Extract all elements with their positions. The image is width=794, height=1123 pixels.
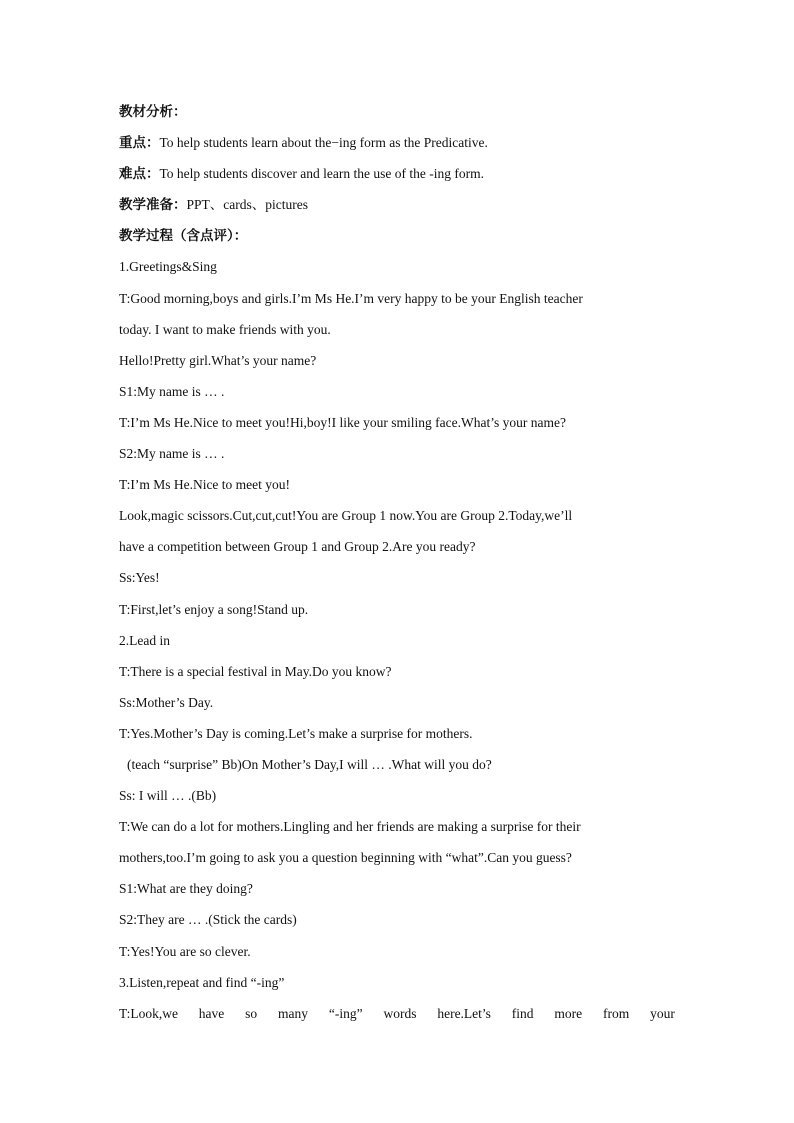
text-line: 3.Listen,repeat and find “-ing” [119,974,285,990]
text-line: Ss: I will … .(Bb) [119,788,217,804]
key-point-text: To help students learn about the−ing form as the Predicative. [159,135,488,151]
word: so [245,1005,258,1021]
text-line: T:I’m Ms He.Nice to meet you!Hi,boy!I like your smiling face.What’s your name? [119,414,566,430]
word: your [650,1005,675,1021]
text-line: S1:What are they doing? [119,881,253,897]
text-line: Hello!Pretty girl.What’s your name? [119,352,317,368]
preparation-label: 教学准备： [119,197,187,213]
text-line: Ss:Yes! [119,570,160,586]
text-line: T:We can do a lot for mothers.Lingling and her friends are making a surprise for their [119,819,581,835]
text-line: 2.Lead in [119,632,170,648]
text-line: today. I want to make friends with you. [119,321,331,337]
text-line: T:Good morning,boys and girls.I’m Ms He.I’m very happy to be your English teacher [119,290,583,306]
text-line: S2:They are … .(Stick the cards) [119,912,297,928]
text-line: T:There is a special festival in May.Do you know? [119,663,392,679]
preparation-line [119,189,675,220]
text-line: S1:My name is … . [119,383,225,399]
word: from [603,1005,630,1021]
justified-last-line [119,998,675,1029]
text-line: T:First,let’s enjoy a song!Stand up. [119,601,309,617]
difficult-point-line [119,158,675,189]
preparation-text: PPT、cards、pictures [186,197,308,213]
word: find [511,1005,534,1021]
text-line: T:Yes!You are so clever. [119,943,251,959]
word: “-ing” [328,1005,363,1021]
process-heading: 教学过程（含点评）： [119,228,248,244]
key-point-line [119,127,675,158]
text-line: (teach “surprise” Bb)On Mother’s Day,I will … .What will you do? [127,756,492,772]
text-line: have a competition between Group 1 and Group 2.Are you ready? [119,539,476,555]
key-point-label: 重点： [119,135,160,151]
word: here.Let’s [437,1005,491,1021]
text-line: 1.Greetings&Sing [119,259,217,275]
word: many [278,1005,309,1021]
word: words [383,1005,417,1021]
difficult-point-text: To help students discover and learn the use of the -ing form. [159,166,484,182]
text-line: T:I’m Ms He.Nice to meet you! [119,477,291,493]
word: have [198,1005,225,1021]
analysis-heading: 教材分析： [119,104,187,119]
text-line: Look,magic scissors.Cut,cut,cut!You are Group 1 now.You are Group 2.Today,we’ll [119,508,573,524]
text-line: T:Yes.Mother’s Day is coming.Let’s make a surprise for mothers. [119,725,473,741]
word: more [554,1005,583,1021]
difficult-point-label: 难点： [119,166,160,182]
text-line: Ss:Mother’s Day. [119,694,214,710]
word: T:Look,we [119,1005,178,1021]
text-line: mothers,too.I’m going to ask you a question beginning with “what”.Can you guess? [119,850,572,866]
document-body [119,96,675,1029]
text-line: S2:My name is … . [119,446,225,462]
